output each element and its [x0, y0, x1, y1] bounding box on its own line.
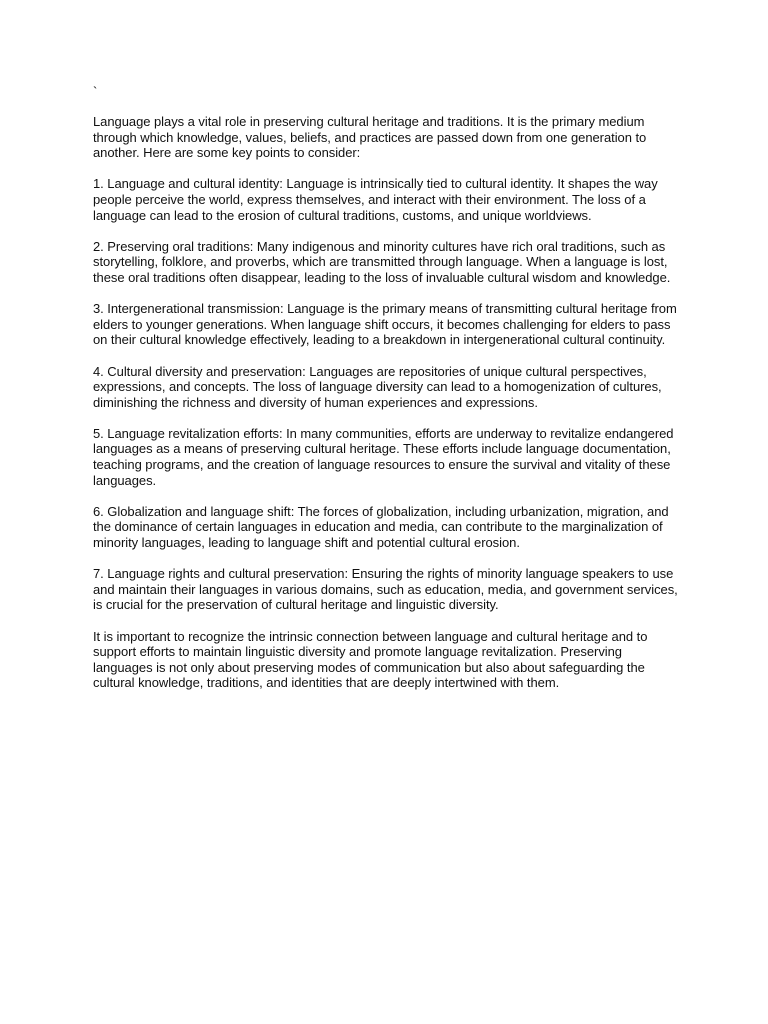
conclusion-paragraph: It is important to recognize the intrinsic connection between language and cultural heritage and to support efforts to maintain linguistic diversity and promote language revitalization. Preserving languages is not only about preserving modes of communication but also about safeguarding the cultural knowledge, traditions, and identities that are deeply intertwined with them. — [93, 628, 648, 691]
point-oral-traditions: 2. Preserving oral traditions: Many indigenous and minority cultures have rich oral traditions, such as storytelling, folklore, and proverbs, which are transmitted through language. When a language is lost, these oral traditions often disappear, leading to the loss of invaluable cultural wisdom and knowledge. — [93, 238, 671, 285]
intro-paragraph: Language plays a vital role in preserving cultural heritage and traditions. It is the primary medium through which knowledge, values, beliefs, and practices are passed down from one generation to another. Here are some key points to consider: — [93, 114, 647, 161]
point-intergenerational-transmission: 3. Intergenerational transmission: Language is the primary means of transmitting cultural heritage from elders to younger generations. When language shift occurs, it becomes challenging for elders to pass on their cultural knowledge effectively, leading to a breakdown in intergenerational cultural continuity. — [93, 301, 677, 348]
point-language-rights: 7. Language rights and cultural preservation: Ensuring the rights of minority language speakers to use and maintain their languages in various domains, such as education, media, and government services, is crucial for the preservation of cultural heritage and linguistic diversity. — [93, 566, 678, 613]
point-globalization-shift: 6. Globalization and language shift: The forces of globalization, including urbanization, migration, and the dominance of certain languages in education and media, can contribute to the marginalization of minority languages, leading to language shift and potential cultural erosion. — [93, 503, 669, 551]
stray-backtick-mark: ` — [93, 84, 98, 99]
document-page — [93, 84, 683, 707]
point-revitalization-efforts: 5. Language revitalization efforts: In many communities, efforts are underway to revitalize endangered languages as a means of preserving cultural heritage. These efforts include language documentation, teaching programs, and the creation of language resources to ensure the survival and vitality of these languages. — [93, 425, 674, 488]
point-language-identity: 1. Language and cultural identity: Language is intrinsically tied to cultural identity. It shapes the way people perceive the world, express themselves, and interact with their environment. The loss of a language can lead to the erosion of cultural traditions, customs, and unique worldviews. — [93, 176, 658, 223]
point-cultural-diversity: 4. Cultural diversity and preservation: Languages are repositories of unique cultural perspectives, expressions, and concepts. The loss of language diversity can lead to a homogenization of cultures, diminishing the richness and diversity of human experiences and expressions. — [93, 363, 662, 410]
